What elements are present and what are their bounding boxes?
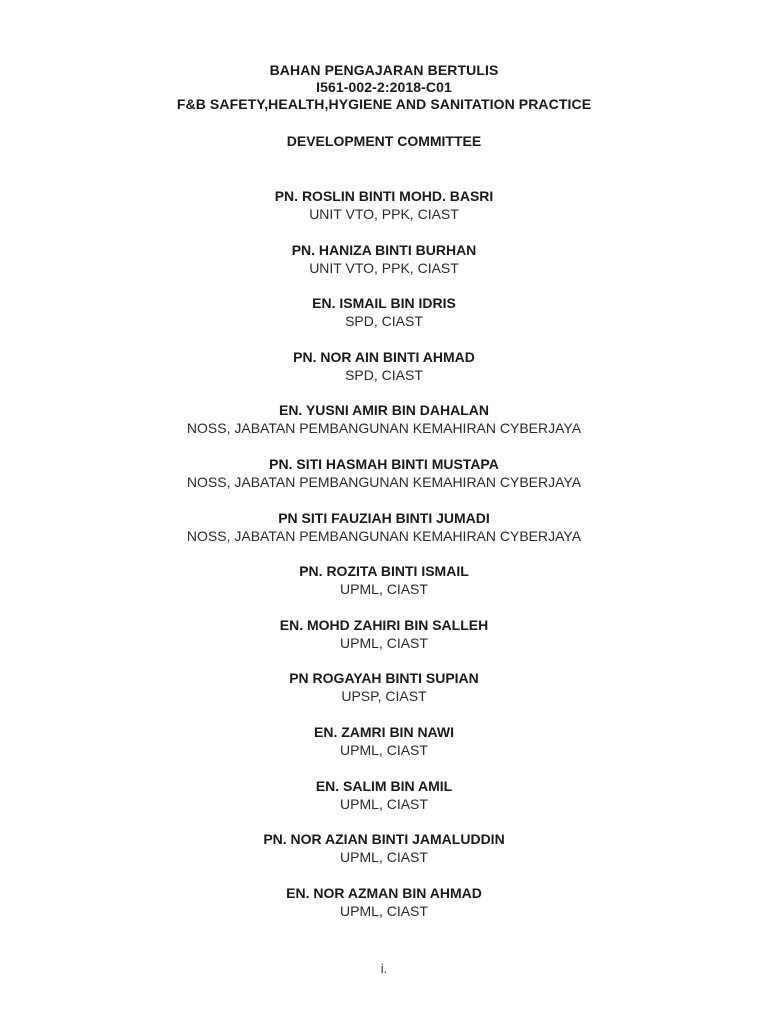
course-title: F&B SAFETY,HEALTH,HYGIENE AND SANITATION PRACTICE [176, 96, 592, 112]
committee-member [0, 562, 768, 616]
committee-member [0, 777, 768, 831]
committee-member [0, 187, 768, 241]
committee-member [0, 509, 768, 563]
member-organization: UPML, CIAST [340, 849, 428, 866]
member-organization: NOSS, JABATAN PEMBANGUNAN KEMAHIRAN CYBERJAYA [186, 527, 582, 544]
committee-member [0, 723, 768, 777]
document-code: I561-002-2:2018-C01 [316, 79, 452, 95]
member-organization: SPD, CIAST [345, 313, 423, 330]
committee-member [0, 616, 768, 670]
document-header [0, 62, 768, 113]
member-organization: UPML, CIAST [340, 902, 428, 919]
member-name: PN. ROSLIN BINTI MOHD. BASRI [274, 188, 494, 204]
committee-member [0, 884, 768, 938]
member-organization: UNIT VTO, PPK, CIAST [309, 259, 459, 276]
member-organization: UPML, CIAST [340, 581, 428, 598]
committee-member [0, 348, 768, 402]
member-name: PN. HANIZA BINTI BURHAN [291, 241, 477, 258]
member-organization: SPD, CIAST [345, 366, 423, 383]
member-name: PN. ROZITA BINTI ISMAIL [299, 563, 469, 580]
member-organization: UPML, CIAST [340, 741, 428, 758]
committee-member [0, 294, 768, 348]
member-name: PN. NOR AZIAN BINTI JAMALUDDIN [263, 831, 505, 848]
committee-member [0, 669, 768, 723]
document-type-title: BAHAN PENGAJARAN BERTULIS [269, 62, 499, 78]
member-name: EN. NOR AZMAN BIN AHMAD [286, 884, 482, 901]
member-name: PN ROGAYAH BINTI SUPIAN [289, 670, 479, 687]
member-organization: UNIT VTO, PPK, CIAST [309, 206, 459, 222]
member-organization: UPSP, CIAST [341, 688, 427, 705]
member-name: EN. ISMAIL BIN IDRIS [312, 295, 456, 312]
member-name: PN. NOR AIN BINTI AHMAD [293, 348, 475, 365]
committee-member [0, 401, 768, 455]
member-name: EN. MOHD ZAHIRI BIN SALLEH [279, 616, 489, 633]
member-name: EN. ZAMRI BIN NAWI [314, 723, 454, 740]
member-name: EN. SALIM BIN AMIL [315, 777, 453, 794]
committee-member [0, 830, 768, 884]
member-organization: UPML, CIAST [340, 795, 428, 812]
member-name: EN. YUSNI AMIR BIN DAHALAN [278, 402, 489, 419]
committee-heading: DEVELOPMENT COMMITTEE [286, 133, 482, 149]
member-organization: UPML, CIAST [340, 634, 428, 651]
committee-member [0, 455, 768, 509]
member-organization: NOSS, JABATAN PEMBANGUNAN KEMAHIRAN CYBERJAYA [186, 473, 582, 490]
committee-member [0, 241, 768, 295]
member-name: PN. SITI HASMAH BINTI MUSTAPA [269, 455, 499, 472]
committee-member-list [0, 187, 768, 937]
member-name: PN SITI FAUZIAH BINTI JUMADI [278, 509, 490, 526]
page-number: i. [380, 961, 388, 976]
member-organization: NOSS, JABATAN PEMBANGUNAN KEMAHIRAN CYBERJAYA [186, 420, 582, 437]
